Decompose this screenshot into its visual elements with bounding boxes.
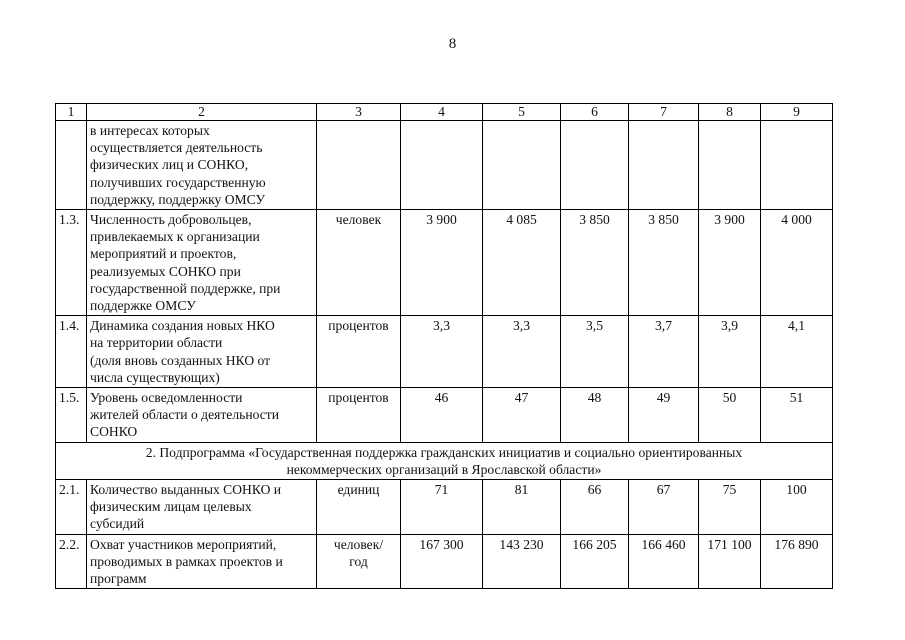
row-number: 1.5. <box>56 388 87 443</box>
value-cell-col-7: 49 <box>629 388 699 443</box>
column-header-5: 5 <box>483 104 561 121</box>
value-cell-col-5: 81 <box>483 480 561 535</box>
value-cell-col-6: 48 <box>561 388 629 443</box>
column-header-9: 9 <box>761 104 833 121</box>
value-cell-col-6: 66 <box>561 480 629 535</box>
value-cell-col-4: 46 <box>401 388 483 443</box>
value-cell-col-9: 100 <box>761 480 833 535</box>
indicator-name-line: мероприятий и проектов, <box>90 246 237 262</box>
indicator-name-line: поддержку, поддержку ОМСУ <box>90 191 266 207</box>
indicator-name-line: проводимых в рамках проектов и <box>90 553 283 569</box>
unit-cell <box>317 480 401 535</box>
column-header-7: 7 <box>629 104 699 121</box>
section-row <box>56 442 833 479</box>
unit-line: человек <box>335 212 382 228</box>
unit-line: человек/ <box>333 536 384 552</box>
section-title-line: 2. Подпрограмма «Государственная поддержка гражданских инициатив и социально ориентированных <box>145 444 743 460</box>
row-number <box>56 121 87 210</box>
value-cell-col-8: 171 100 <box>699 534 761 589</box>
column-header-1: 1 <box>56 104 87 121</box>
value-cell-col-8: 3 900 <box>699 210 761 316</box>
column-header-2: 2 <box>87 104 317 121</box>
value-cell-col-8 <box>699 121 761 210</box>
indicator-name <box>87 388 317 443</box>
unit-cell <box>317 121 401 210</box>
section-title-line: некоммерческих организаций в Ярославской области» <box>286 461 602 477</box>
value-cell-col-8: 75 <box>699 480 761 535</box>
value-cell-col-7: 67 <box>629 480 699 535</box>
value-cell-col-7: 3,7 <box>629 316 699 388</box>
unit-cell <box>317 534 401 589</box>
indicator-name-line: Количество выданных СОНКО и <box>90 482 282 498</box>
page-number: 8 <box>448 36 457 52</box>
indicator-name-line: числа существующих) <box>90 369 220 385</box>
value-cell-col-4: 3 900 <box>401 210 483 316</box>
row-number: 1.3. <box>56 210 87 316</box>
indicator-name-line: субсидий <box>90 516 145 532</box>
indicator-name-line: физических лиц и СОНКО, <box>90 157 249 173</box>
indicator-name-line: Численность добровольцев, <box>90 212 252 228</box>
unit-line: процентов <box>328 390 389 406</box>
indicator-name <box>87 480 317 535</box>
indicator-name-line: программ <box>90 571 147 587</box>
column-header-6: 6 <box>561 104 629 121</box>
row-number: 2.1. <box>56 480 87 535</box>
indicator-name-line: на территории области <box>90 335 223 351</box>
unit-cell <box>317 316 401 388</box>
table-row <box>56 316 833 388</box>
value-cell-col-7: 166 460 <box>629 534 699 589</box>
indicator-name <box>87 210 317 316</box>
unit-cell <box>317 388 401 443</box>
value-cell-col-6: 166 205 <box>561 534 629 589</box>
indicator-name-line: государственной поддержке, при <box>90 280 281 296</box>
value-cell-col-7: 3 850 <box>629 210 699 316</box>
indicator-name-line: осуществляется деятельность <box>90 140 263 156</box>
unit-cell <box>317 210 401 316</box>
value-cell-col-6: 3,5 <box>561 316 629 388</box>
unit-line: год <box>349 553 368 569</box>
indicator-name <box>87 316 317 388</box>
value-cell-col-9: 51 <box>761 388 833 443</box>
value-cell-col-4: 71 <box>401 480 483 535</box>
indicator-name <box>87 121 317 210</box>
value-cell-col-9: 176 890 <box>761 534 833 589</box>
value-cell-col-4 <box>401 121 483 210</box>
indicator-name-line: (доля вновь созданных НКО от <box>90 352 271 368</box>
value-cell-col-4: 3,3 <box>401 316 483 388</box>
indicator-name-line: поддержке ОМСУ <box>90 298 196 314</box>
value-cell-col-8: 50 <box>699 388 761 443</box>
indicator-name-line: Охват участников мероприятий, <box>90 536 277 552</box>
value-cell-col-9: 4 000 <box>761 210 833 316</box>
column-header-4: 4 <box>401 104 483 121</box>
value-cell-col-6: 3 850 <box>561 210 629 316</box>
value-cell-col-8: 3,9 <box>699 316 761 388</box>
indicator-name-line: получивших государственную <box>90 174 266 190</box>
table-row <box>56 121 833 210</box>
indicators-table <box>55 103 833 589</box>
section-title <box>56 442 833 479</box>
indicator-name-line: жителей области о деятельности <box>90 407 279 423</box>
table-row <box>56 388 833 443</box>
value-cell-col-4: 167 300 <box>401 534 483 589</box>
value-cell-col-5: 3,3 <box>483 316 561 388</box>
indicator-name-line: СОНКО <box>90 424 138 440</box>
value-cell-col-7 <box>629 121 699 210</box>
value-cell-col-9: 4,1 <box>761 316 833 388</box>
indicator-name-line: Динамика создания новых НКО <box>90 318 275 334</box>
indicator-name <box>87 534 317 589</box>
value-cell-col-6 <box>561 121 629 210</box>
value-cell-col-5: 4 085 <box>483 210 561 316</box>
indicator-name-line: привлекаемых к организации <box>90 229 260 245</box>
indicator-name-line: Уровень осведомленности <box>90 390 243 406</box>
column-header-3: 3 <box>317 104 401 121</box>
column-header-8: 8 <box>699 104 761 121</box>
indicator-name-line: физическим лицам целевых <box>90 499 252 515</box>
value-cell-col-5: 47 <box>483 388 561 443</box>
row-number: 1.4. <box>56 316 87 388</box>
table-row <box>56 480 833 535</box>
value-cell-col-9 <box>761 121 833 210</box>
unit-line: процентов <box>328 318 389 334</box>
unit-line: единиц <box>337 482 380 498</box>
value-cell-col-5: 143 230 <box>483 534 561 589</box>
row-number: 2.2. <box>56 534 87 589</box>
indicator-name-line: реализуемых СОНКО при <box>90 263 241 279</box>
header-row <box>56 104 833 121</box>
indicator-name-line: в интересах которых <box>90 123 210 138</box>
value-cell-col-5 <box>483 121 561 210</box>
table-body <box>56 104 833 589</box>
table-row <box>56 210 833 316</box>
table-row <box>56 534 833 589</box>
